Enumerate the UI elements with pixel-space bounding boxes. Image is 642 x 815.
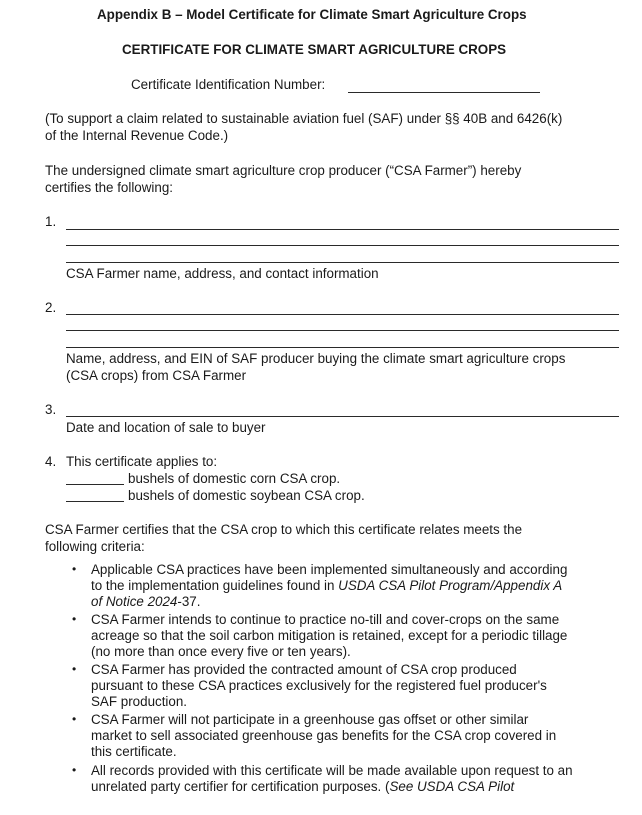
- item-4-number: 4.: [45, 454, 57, 469]
- bullet-5-line-2: unrelated party certifier for certification purposes. (See USDA CSA Pilot: [91, 779, 515, 794]
- item-2-blank-2[interactable]: [66, 330, 619, 331]
- bullet-4-line-3: this certificate.: [91, 744, 177, 759]
- bullet-2-line-2: acreage so that the soil carbon mitigation is retained, except for a periodic tillage: [91, 628, 568, 643]
- soybean-bushels-label: bushels of domestic soybean CSA crop.: [128, 488, 365, 503]
- item-1-blank-1[interactable]: [66, 229, 619, 230]
- bullet-1-line-2: to the implementation guidelines found in USDA CSA Pilot Program/Appendix A: [91, 578, 563, 593]
- cert-id-label: Certificate Identification Number:: [131, 77, 326, 92]
- bullet-3-line-2: pursuant to these CSA practices exclusively for the registered fuel producer's: [91, 678, 547, 693]
- soybean-bushels-blank[interactable]: [66, 501, 124, 502]
- bullet-3-line-1: CSA Farmer has provided the contracted amount of CSA crop produced: [91, 662, 517, 677]
- item-4-text: This certificate applies to:: [66, 454, 218, 469]
- bullet-4-line-1: CSA Farmer will not participate in a greenhouse gas offset or other similar: [91, 712, 529, 727]
- bullet-2-line-3: (no more than once every five or ten years).: [91, 644, 351, 659]
- item-2-blank-1[interactable]: [66, 314, 619, 315]
- item-3-number: 3.: [45, 402, 57, 417]
- item-2-caption-2: (CSA crops) from CSA Farmer: [66, 368, 247, 383]
- bullet-4-dot: •: [72, 712, 77, 726]
- appendix-title: Appendix B – Model Certificate for Climate Smart Agriculture Crops: [97, 7, 527, 22]
- criteria-intro-line-1: CSA Farmer certifies that the CSA crop to which this certificate relates meets the: [45, 522, 523, 537]
- item-2-caption-1: Name, address, and EIN of SAF producer buying the climate smart agriculture crops: [66, 351, 566, 366]
- item-2-number: 2.: [45, 300, 57, 315]
- corn-bushels-label: bushels of domestic corn CSA crop.: [128, 471, 341, 486]
- bullet-3-line-3: SAF production.: [91, 694, 188, 709]
- item-2-blank-3[interactable]: [66, 347, 619, 348]
- intro-line-1: The undersigned climate smart agriculture crop producer (“CSA Farmer”) hereby: [45, 163, 522, 178]
- item-3-caption: Date and location of sale to buyer: [66, 420, 266, 435]
- bullet-3-dot: •: [72, 662, 77, 676]
- purpose-line-1: (To support a claim related to sustainable aviation fuel (SAF) under §§ 40B and 6426(k): [45, 111, 563, 126]
- item-1-blank-3[interactable]: [66, 262, 619, 263]
- bullet-5-dot: •: [72, 763, 77, 777]
- purpose-line-2: of the Internal Revenue Code.): [45, 128, 229, 143]
- bullet-2-line-1: CSA Farmer intends to continue to practice no-till and cover-crops on the same: [91, 612, 560, 627]
- bullet-1-dot: •: [72, 562, 77, 576]
- corn-bushels-blank[interactable]: [66, 484, 124, 485]
- bullet-1-line-3: of Notice 2024-37.: [91, 594, 201, 609]
- cert-id-blank[interactable]: [348, 92, 540, 93]
- certificate-title: CERTIFICATE FOR CLIMATE SMART AGRICULTURE CROPS: [122, 42, 507, 57]
- intro-line-2: certifies the following:: [45, 180, 174, 195]
- item-1-caption: CSA Farmer name, address, and contact information: [66, 266, 379, 281]
- bullet-5-line-1: All records provided with this certificate will be made available upon request to an: [91, 763, 573, 778]
- bullet-2-dot: •: [72, 612, 77, 626]
- bullet-4-line-2: market to sell associated greenhouse gas benefits for the CSA crop covered in: [91, 728, 557, 743]
- item-3-blank[interactable]: [66, 416, 619, 417]
- criteria-intro-line-2: following criteria:: [45, 539, 145, 554]
- item-1-number: 1.: [45, 214, 57, 229]
- bullet-1-line-1: Applicable CSA practices have been implemented simultaneously and according: [91, 562, 568, 577]
- item-1-blank-2[interactable]: [66, 245, 619, 246]
